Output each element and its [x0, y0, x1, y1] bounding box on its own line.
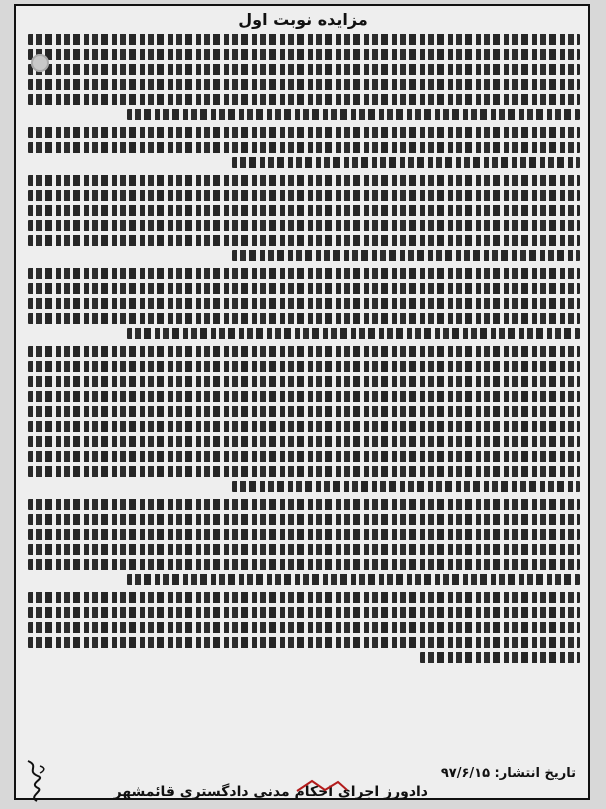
paragraph-7 — [28, 592, 580, 663]
text-line — [28, 298, 580, 309]
text-line — [28, 283, 580, 294]
paragraph-6 — [28, 499, 580, 585]
paragraph-3 — [28, 175, 580, 261]
text-line — [28, 175, 580, 186]
text-line — [28, 436, 580, 447]
text-line — [28, 220, 580, 231]
text-line — [28, 451, 580, 462]
text-line — [420, 652, 580, 663]
notice-body — [28, 34, 580, 763]
text-line — [28, 94, 580, 105]
signature-scribble-icon — [22, 759, 50, 803]
text-line — [28, 205, 580, 216]
paragraph-2 — [28, 127, 580, 168]
text-line — [28, 391, 580, 402]
text-line — [232, 157, 580, 168]
text-line — [28, 79, 580, 90]
text-line — [127, 109, 580, 120]
text-line — [28, 376, 580, 387]
text-line — [28, 235, 580, 246]
text-line — [28, 268, 580, 279]
text-line — [28, 529, 580, 540]
text-line — [28, 544, 580, 555]
text-line — [28, 190, 580, 201]
text-line — [28, 313, 580, 324]
text-line — [28, 346, 580, 357]
notice-title: مزایده نوبت اول — [238, 10, 368, 29]
text-line — [28, 637, 580, 648]
text-line — [28, 622, 580, 633]
text-line — [232, 481, 580, 492]
text-line — [28, 592, 580, 603]
signature-line: دادورز اجرای احکام مدنی دادگستری قائمشهر — [113, 784, 428, 800]
text-line — [28, 49, 580, 60]
text-line — [28, 34, 580, 45]
text-line — [28, 514, 580, 525]
text-line — [28, 607, 580, 618]
text-line — [28, 406, 580, 417]
text-line — [127, 574, 580, 585]
paragraph-1 — [28, 34, 580, 120]
text-line — [232, 250, 580, 261]
paragraph-4 — [28, 268, 580, 339]
text-line — [28, 499, 580, 510]
paragraph-5 — [28, 346, 580, 492]
text-line — [127, 328, 580, 339]
text-line — [28, 361, 580, 372]
stamp-mark-icon — [294, 778, 350, 802]
text-line — [28, 421, 580, 432]
text-line — [28, 142, 580, 153]
text-line — [28, 559, 580, 570]
text-line — [28, 127, 580, 138]
text-line — [28, 64, 580, 75]
text-line — [28, 466, 580, 477]
punch-hole — [31, 54, 49, 72]
publication-date: تاریخ انتشار: ۹۷/۶/۱۵ — [440, 766, 576, 781]
